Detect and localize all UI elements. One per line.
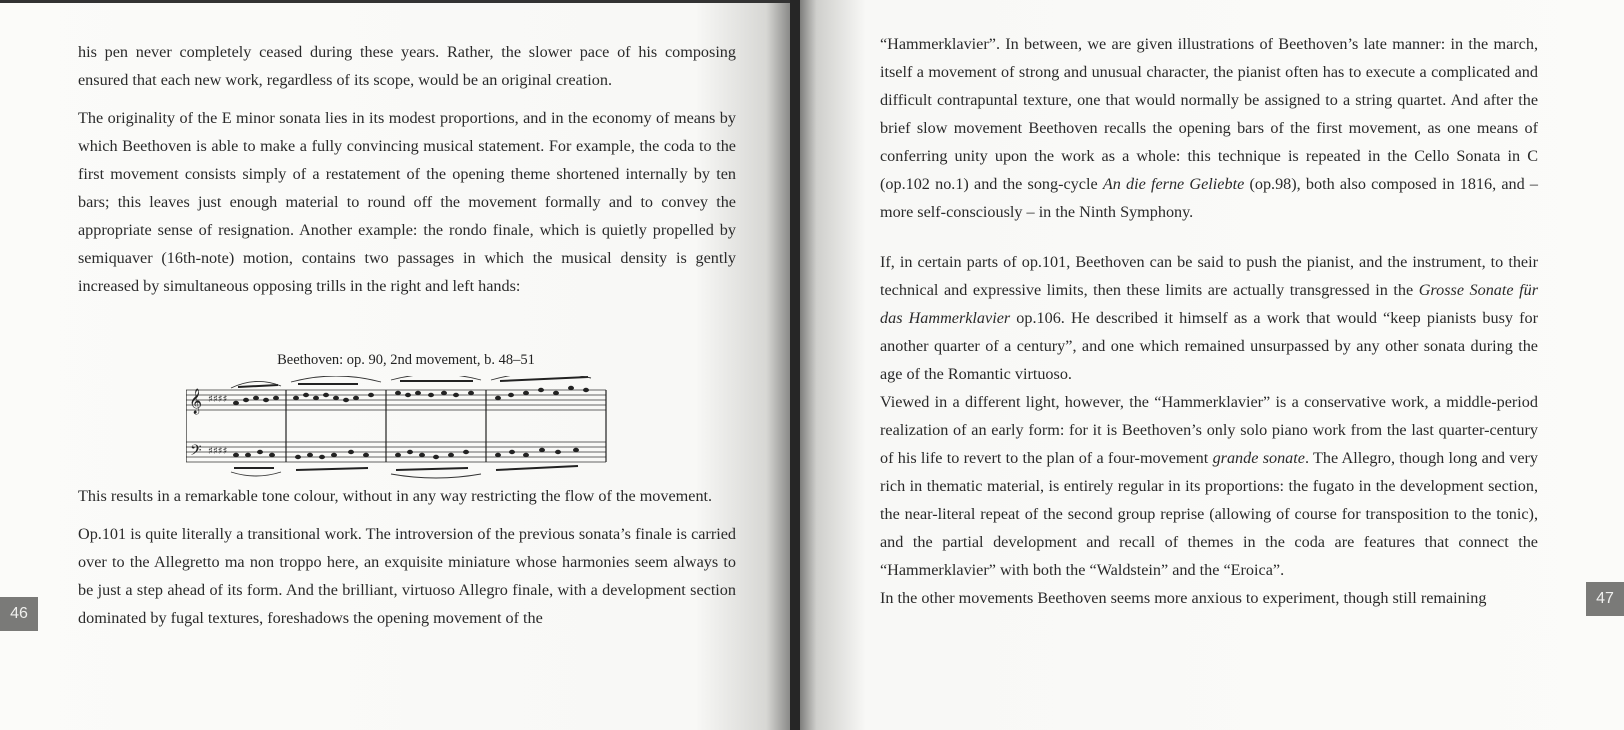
right-paragraph-4: In the other movements Beethoven seems more anxious to experiment, though still remaining [880,589,1487,607]
paragraph-4: Op.101 is quite literally a transitional work. The introversion of the previous sonata’s finale is carried over to the Allegretto ma non troppo here, an exquisite miniature whose harmonies seem always to be just a step ahead of its form. And the brilliant, virtuoso Allegro finale, with a development section dominated by fugal textures, foreshadows the opening movement of the [78,525,736,627]
left-text-block-lower [78,482,736,632]
grande-sonate-term: grande sonate [1212,449,1305,467]
left-page [0,0,790,730]
left-text-block [78,38,736,300]
song-cycle-title: An die ferne Geliebte [1102,175,1245,193]
right-paragraph-2: If, in certain parts of op.101, Beethoven can be said to push the pianist, and the instrument, to their technical and expressive limits, then these limits are actually transgressed in the Grosse Sonate für das Hammerklavier op.106. He described it himself as a work that would “keep pianists busy for another quarter of a century”, and one which remained unsurpassed by any other sonata during the age of the Romantic virtuoso. [880,253,1538,383]
svg-text:𝄞: 𝄞 [189,389,203,414]
page-number-right: 47 [1586,582,1624,616]
svg-text:♯♯♯♯: ♯♯♯♯ [208,446,228,457]
right-paragraph-1: “Hammerklavier”. In between, we are given illustrations of Beethoven’s late manner: in the march, itself a movement of strong and unusual character, the pianist often has to execute a complicated and difficult contrapuntal texture, one that would normally be assigned to a string quartet. And after the brief slow movement Beethoven recalls the opening bars of the first movement, as one means of conferring unity upon the work as a whole: this technique is repeated in the Cello Sonata in C (op.102 no.1) and the song-cycle An die ferne Geliebte (op.98), both also composed in 1816, and – more self-consciously – in the Ninth Symphony. [880,35,1538,221]
right-page [800,0,1624,730]
paragraph-1: his pen never completely ceased during these years. Rather, the slower pace of his composing ensured that each new work, regardless of its scope, would be an original creation. [78,43,736,89]
page-number-left: 46 [0,597,38,631]
sonata-title: Grosse Sonate für das Hammerklavier [880,281,1538,327]
page-top-edge [0,0,790,3]
paragraph-3: This results in a remarkable tone colour, without in any way restricting the flow of the movement. [78,487,713,505]
paragraph-2: The originality of the E minor sonata lies in its modest proportions, and in the economy of means by which Beethoven is able to make a fully convincing musical statement. For example, the coda to the first movement consists simply of a restatement of the opening theme shortened internally by ten bars; this leaves just enough material to round off the movement formally and to convey the appropriate sense of resignation. Another example: the rondo finale, which is quietly propelled by semiquaver (16th-note) motion, contains two passages in which the musical density is gently increased by simultaneous opposing trills in the right and left hands: [78,109,736,295]
svg-text:♯♯♯♯: ♯♯♯♯ [208,394,228,405]
book-gutter [790,0,800,730]
right-paragraph-3: Viewed in a different light, however, the “Hammerklavier” is a conservative work, a middle-period realization of an early form: for it is Beethoven’s only solo piano work from the last quarter-century of his life to revert to the plan of a four-movement grande sonate. The Allegro, though long and very rich in thematic material, is entirely regular in its proportions: the fugato in the development section, the near-literal repeat of the second group reprise (allowing of course for transposition to the tonic), and the partial development and recall of themes in the coda are features that connect the “Hammerklavier” with both the “Waldstein” and the “Eroica”. [880,393,1539,579]
music-example-title: Beethoven: op. 90, 2nd movement, b. 48–51 [277,352,535,368]
music-score-image [186,376,626,482]
music-example [186,352,626,482]
svg-text:𝄢: 𝄢 [190,442,202,463]
right-text-block [880,30,1538,612]
